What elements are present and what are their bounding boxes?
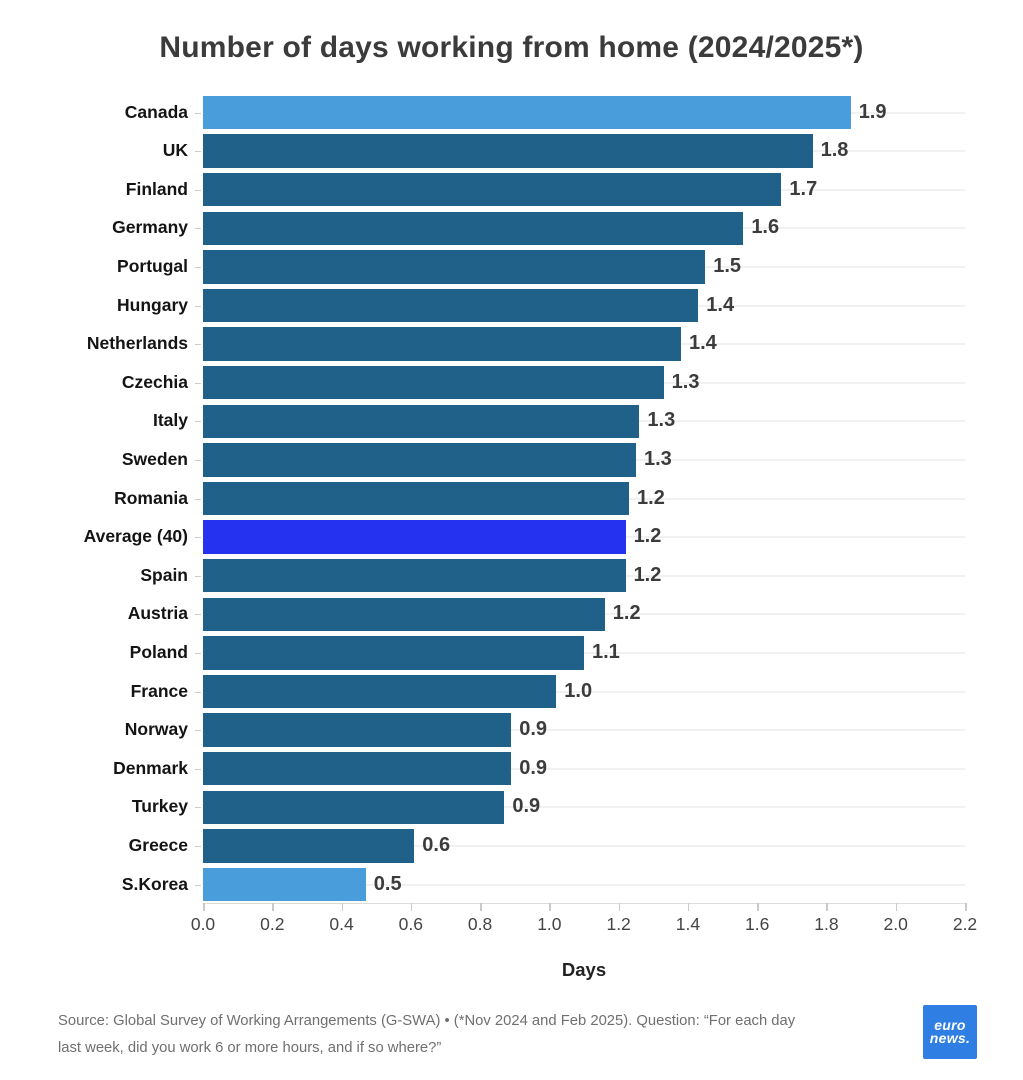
bar-value-label: 0.9	[512, 795, 541, 818]
bar-row-label: Finland	[125, 178, 188, 199]
bar-value-label: 1.3	[671, 370, 700, 393]
bar-row-label: Spain	[140, 564, 188, 585]
bar-row-label: Poland	[129, 641, 188, 662]
bar-netherlands	[203, 327, 681, 361]
x-tick	[619, 903, 621, 911]
bar-turkey	[203, 791, 504, 825]
bar-value-label: 1.9	[858, 100, 887, 123]
bar-value-label: 1.1	[592, 640, 620, 663]
y-tick	[195, 537, 201, 538]
x-tick-label: 1.8	[814, 914, 839, 934]
x-tick-label: 1.4	[675, 914, 701, 934]
x-tick-label: 0.6	[398, 914, 423, 934]
y-tick	[195, 228, 201, 229]
y-tick	[195, 190, 201, 191]
bar-row-label: Austria	[127, 603, 188, 624]
source-line-1: Source: Global Survey of Working Arrangements (G-SWA) • (*Nov 2024 and Feb 2025). Question: “For each day	[58, 1013, 796, 1029]
y-tick	[195, 653, 201, 654]
bar-greece	[203, 829, 414, 863]
bar-czechia	[203, 366, 664, 400]
bar-italy	[203, 405, 639, 439]
chart-title: Number of days working from home (2024/2025*)	[159, 31, 864, 64]
x-axis-label: Days	[561, 959, 607, 980]
y-tick	[195, 306, 201, 307]
bar-romania	[203, 482, 629, 516]
bar-value-label: 0.9	[519, 718, 548, 741]
bar-value-label: 1.5	[713, 254, 742, 277]
y-tick	[195, 692, 201, 693]
bar-value-label: 1.2	[637, 486, 665, 509]
x-tick-label: 1.2	[606, 914, 631, 934]
bar-poland	[203, 636, 584, 670]
y-tick	[195, 730, 201, 731]
y-tick	[195, 885, 201, 886]
bar-value-label: 1.3	[643, 447, 672, 470]
bar-france	[203, 675, 556, 709]
x-axis-line	[203, 903, 966, 904]
bar-value-label: 1.7	[789, 177, 818, 200]
bar-row-label: Average (40)	[83, 526, 188, 547]
y-tick	[195, 846, 201, 847]
bar-row-label: Netherlands	[86, 333, 188, 354]
bar-sweden	[203, 443, 636, 477]
bar-row-label: Norway	[124, 719, 188, 740]
x-tick-label: 0.0	[190, 914, 216, 934]
x-tick	[342, 903, 344, 911]
y-tick	[195, 151, 201, 152]
x-tick	[549, 903, 551, 911]
x-tick-label: 0.4	[329, 914, 354, 934]
y-tick	[195, 614, 201, 615]
bar-finland	[203, 173, 781, 207]
bar-row-label: Canada	[124, 101, 188, 122]
source-note	[58, 1008, 888, 1062]
logo-text-euro: euro	[934, 1017, 966, 1033]
y-tick	[195, 113, 201, 114]
y-tick	[195, 499, 201, 500]
bar-row-label: Czechia	[121, 371, 188, 392]
x-tick	[203, 903, 205, 911]
bar-portugal	[203, 250, 705, 284]
x-tick	[480, 903, 482, 911]
x-tick	[826, 903, 828, 911]
x-tick	[411, 903, 413, 911]
bar-value-label: 1.2	[633, 563, 662, 586]
source-line-2: last week, did you work 6 or more hours, and if so where?”	[58, 1040, 442, 1056]
bar-value-label: 1.6	[751, 216, 780, 239]
x-tick	[688, 903, 690, 911]
bar-value-label: 0.6	[422, 833, 451, 856]
x-tick-label: 1.6	[745, 914, 770, 934]
x-tick	[272, 903, 274, 911]
y-tick	[195, 769, 201, 770]
x-tick-label: 2.2	[952, 914, 978, 934]
x-tick	[757, 903, 759, 911]
bar-uk	[203, 134, 813, 168]
bar-norway	[203, 713, 511, 747]
bar-value-label: 1.2	[633, 525, 662, 548]
bar-row-label: Romania	[114, 487, 188, 508]
bar-row-label: Sweden	[121, 448, 188, 469]
bar-row-label: Hungary	[117, 294, 188, 315]
bar-row-label: S.Korea	[121, 873, 188, 894]
bar-row-label: Denmark	[113, 757, 188, 778]
bar-denmark	[203, 752, 511, 786]
bar-row-label: Portugal	[117, 255, 188, 276]
bar-row-label: Italy	[152, 410, 188, 431]
bar-value-label: 1.4	[706, 293, 735, 316]
bar-value-label: 1.0	[564, 679, 593, 702]
x-tick-label: 0.2	[260, 914, 285, 934]
y-tick	[195, 460, 201, 461]
y-tick	[195, 421, 201, 422]
euronews-logo	[923, 1005, 977, 1059]
bar-spain	[203, 559, 626, 593]
bar-row-label: UK	[162, 140, 188, 161]
y-tick	[195, 383, 201, 384]
bar-average-40	[203, 520, 626, 554]
y-tick	[195, 807, 201, 808]
bar-hungary	[203, 289, 698, 323]
bar-value-label: 1.8	[820, 139, 849, 162]
bar-s-korea	[203, 868, 366, 902]
y-tick	[195, 267, 201, 268]
bar-value-label: 0.5	[373, 872, 402, 895]
bar-germany	[203, 212, 743, 246]
bar-row-label: Germany	[112, 217, 188, 238]
bar-value-label: 1.4	[688, 332, 717, 355]
logo-text-news: news.	[929, 1030, 971, 1046]
bar-row-label: Greece	[128, 834, 188, 855]
bar-canada	[203, 96, 851, 130]
x-tick-label: 1.0	[537, 914, 562, 934]
x-tick-label: 2.0	[883, 914, 908, 934]
bar-value-label: 0.9	[519, 756, 548, 779]
bar-value-label: 1.3	[647, 409, 676, 432]
x-tick-label: 0.8	[467, 914, 493, 934]
x-tick	[896, 903, 898, 911]
bar-austria	[203, 598, 605, 632]
bar-row-label: France	[130, 680, 188, 701]
x-tick	[965, 903, 967, 911]
bar-row-label: Turkey	[131, 796, 188, 817]
bar-value-label: 1.2	[612, 602, 641, 625]
y-tick	[195, 344, 201, 345]
y-tick	[195, 576, 201, 577]
